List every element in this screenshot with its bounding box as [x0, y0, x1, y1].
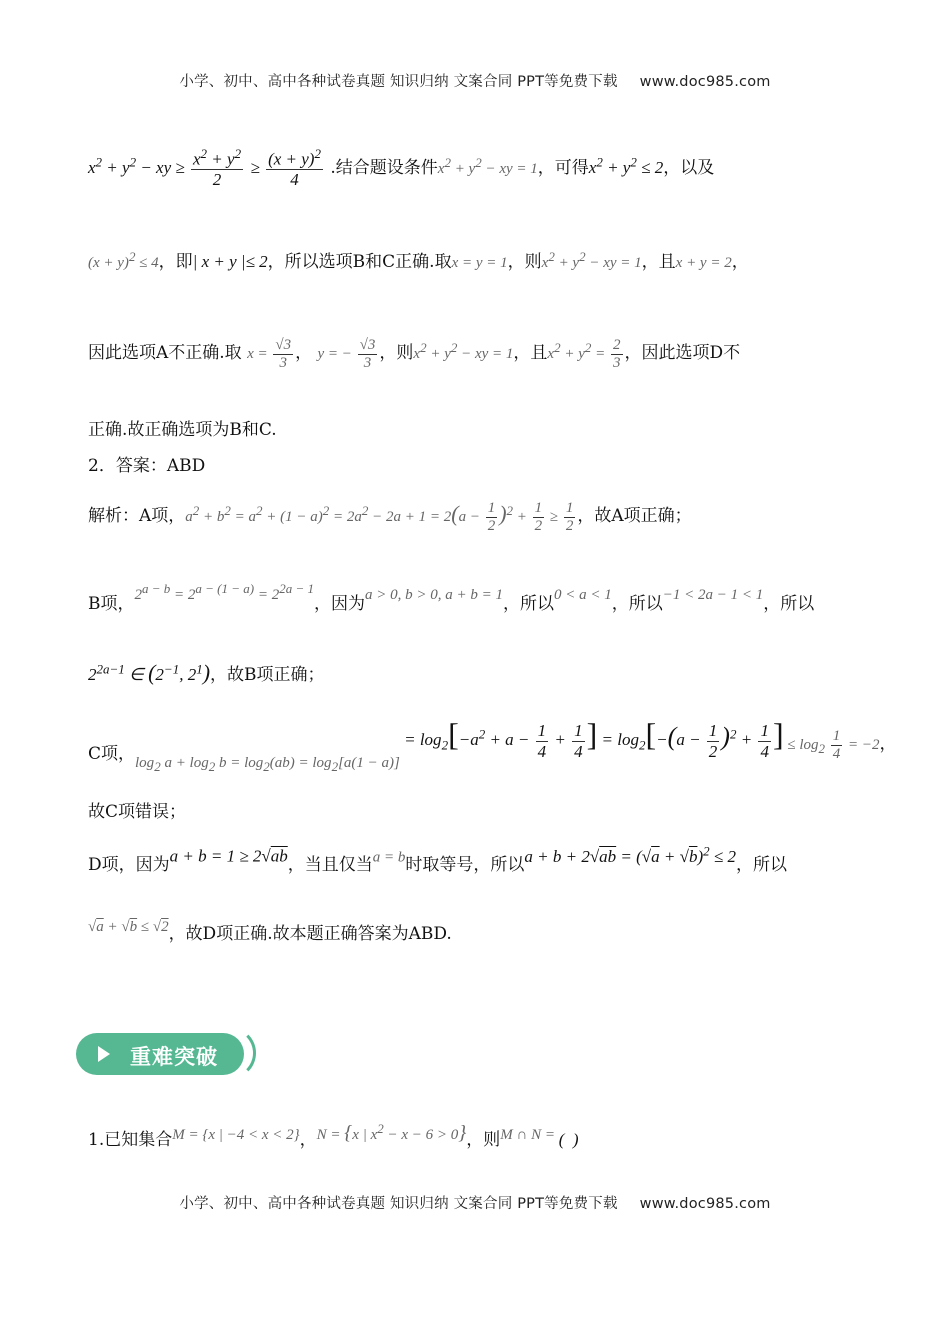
text: .结合题设条件 — [330, 157, 438, 178]
formula: x = $\frac{√3}{3}$ — [247, 337, 292, 372]
line-7 — [88, 581, 815, 614]
text: ，且 — [641, 252, 676, 272]
page-footer — [0, 1192, 950, 1213]
line-6 — [88, 500, 692, 536]
formula: $x^2 + y^2$ = $\frac{2}{3}$ — [547, 337, 621, 372]
text: B项， — [88, 594, 135, 614]
line-1: $x^2 + y^2$ − xy ≥ $\frac{x^2 + y^2}{2}$ ≥ $\frac{(x + y)^2}{4}$ .结合题设条件$x^2 + y^2$ − xy = 1，可得$x^2 + y^2 \le 2$，以及 — [88, 146, 715, 190]
formula: √a + √b ≤ √2 — [88, 919, 169, 935]
text: ，则 — [466, 1130, 501, 1150]
page-header — [0, 70, 950, 91]
text: ，因为 — [314, 594, 366, 614]
header-site: www.doc985.com — [639, 74, 771, 90]
text: ，所以 — [735, 854, 787, 875]
text: ，以及 — [663, 157, 715, 178]
text: ， — [299, 1130, 317, 1150]
text: ，故B项正确； — [210, 665, 325, 685]
text: D项，因为 — [88, 854, 170, 875]
formula: $x^2 + y^2$ − xy = 1 — [437, 154, 538, 177]
text: ，所以 — [763, 594, 815, 614]
text: ，当且仅当 — [287, 854, 373, 875]
text: ， — [295, 343, 313, 364]
formula: M ∩ N = — [500, 1127, 559, 1143]
line-4: 正确.故正确选项为B和C. — [88, 420, 277, 440]
formula: $x^2 + y^2 \le 2$ — [588, 154, 664, 177]
fraction: $\frac{x^2 + y^2}{2}$ — [192, 146, 242, 190]
text: ， — [879, 734, 897, 754]
text: 因此选项A不正确.取 — [88, 343, 242, 364]
line-11 — [88, 843, 787, 875]
header-text: 小学、初中、高中各种试卷真题 知识归纳 文案合同 PPT等免费下载 — [179, 74, 618, 90]
formula: 0 < a < 1 — [554, 587, 612, 603]
formula: $x^2 + y^2$ − xy = 1 — [413, 340, 514, 363]
text: C项， — [88, 744, 136, 764]
text: ，所以 — [611, 594, 663, 614]
banner-title: 重难突破 — [130, 1045, 218, 1069]
text: ，故A项正确； — [577, 506, 692, 527]
text: ，则 — [379, 343, 414, 364]
text: ，所以选项B和C正确.取 — [267, 252, 452, 272]
text: ，则 — [507, 252, 542, 272]
line-3 — [88, 337, 740, 373]
formula: x + y = 2 — [675, 255, 732, 271]
line-9 — [88, 716, 897, 774]
answer-blank: ( ) — [558, 1130, 579, 1149]
formula: $\log_2 a + \log_2 b = \log_2(ab) = \log_2[a(1 - a)]$ — [135, 755, 400, 774]
formula: x = y = 1 — [451, 255, 508, 271]
text: ，即 — [158, 252, 193, 272]
formula: $x^2 + y^2$ − xy = 1 — [541, 249, 642, 271]
text: 解析：A项， — [88, 506, 186, 527]
text: ，且 — [513, 343, 548, 364]
text: ，所以 — [503, 594, 555, 614]
play-icon — [98, 1046, 110, 1062]
formula: $(x + y)^2 \le 4$ — [88, 249, 159, 271]
formula: −1 < 2a − 1 < 1 — [662, 587, 764, 603]
formula: a = b — [372, 849, 406, 866]
formula: | x + y |≤ 2 — [192, 252, 268, 271]
question-1 — [88, 1121, 579, 1150]
section-banner — [76, 1027, 258, 1083]
text: ，因此选项D不 — [624, 343, 741, 364]
formula: N = {x | $x^2 - x - 6 > 0$} — [316, 1121, 467, 1144]
line-8 — [88, 662, 325, 684]
fraction: $\frac{(x + y)^2}{4}$ — [268, 146, 321, 190]
answer-heading: 2．答案：ABD — [88, 456, 206, 476]
text: ，可得 — [537, 157, 589, 178]
formula: ≤ $\log_2$ $\frac{1}{4}$ = −2 — [783, 727, 880, 763]
formula: a + b = 1 ≥ 2√ab — [169, 846, 288, 866]
formula: $2^{a - b} = 2^{a - (1 - a)} = 2^{2a - 1}$ — [134, 581, 315, 603]
footer-site: www.doc985.com — [639, 1196, 771, 1212]
line-2 — [88, 250, 749, 271]
line-10: 故C项错误； — [88, 802, 187, 822]
formula: $2^{2a-1}$ ∈ ($2^{-1}$, $2^1$) — [88, 660, 211, 685]
formula: $x^2 + y^2$ − xy ≥ — [88, 154, 189, 177]
text: ， — [731, 252, 749, 272]
footer-text: 小学、初中、高中各种试卷真题 知识归纳 文案合同 PPT等免费下载 — [179, 1196, 618, 1212]
text: 时取等号，所以 — [405, 854, 525, 875]
formula: M = {x | −4 < x < 2} — [172, 1127, 300, 1143]
text: ，故D项正确.故本题正确答案为ABD. — [168, 924, 452, 944]
formula: y = − $\frac{√3}{3}$ — [317, 337, 376, 372]
formula: $a^2 + b^2 = a^2 + (1 - a)^2 = 2a^2 - 2a + 1 = 2(a$ − $\frac{1}{2}$ )$^2$ + $\frac{1}{2}$ ≥ $\frac{1}{2}$ — [185, 500, 574, 535]
line-12 — [88, 918, 452, 944]
formula: $a + b + 2√ab = (√a + √b)^2 \le 2$ — [524, 843, 736, 866]
text: 1.已知集合 — [88, 1130, 173, 1150]
formula: a > 0, b > 0, a + b = 1 — [365, 587, 504, 603]
formula: = $\log_2[-a^2 + a$ − $\frac{1}{4}$ + $\frac{1}{4}$ ] = $\log_2[-(a$ − $\frac{1}{2}$ )$^2$ + $\frac{1}{4}$ ] — [399, 716, 784, 761]
